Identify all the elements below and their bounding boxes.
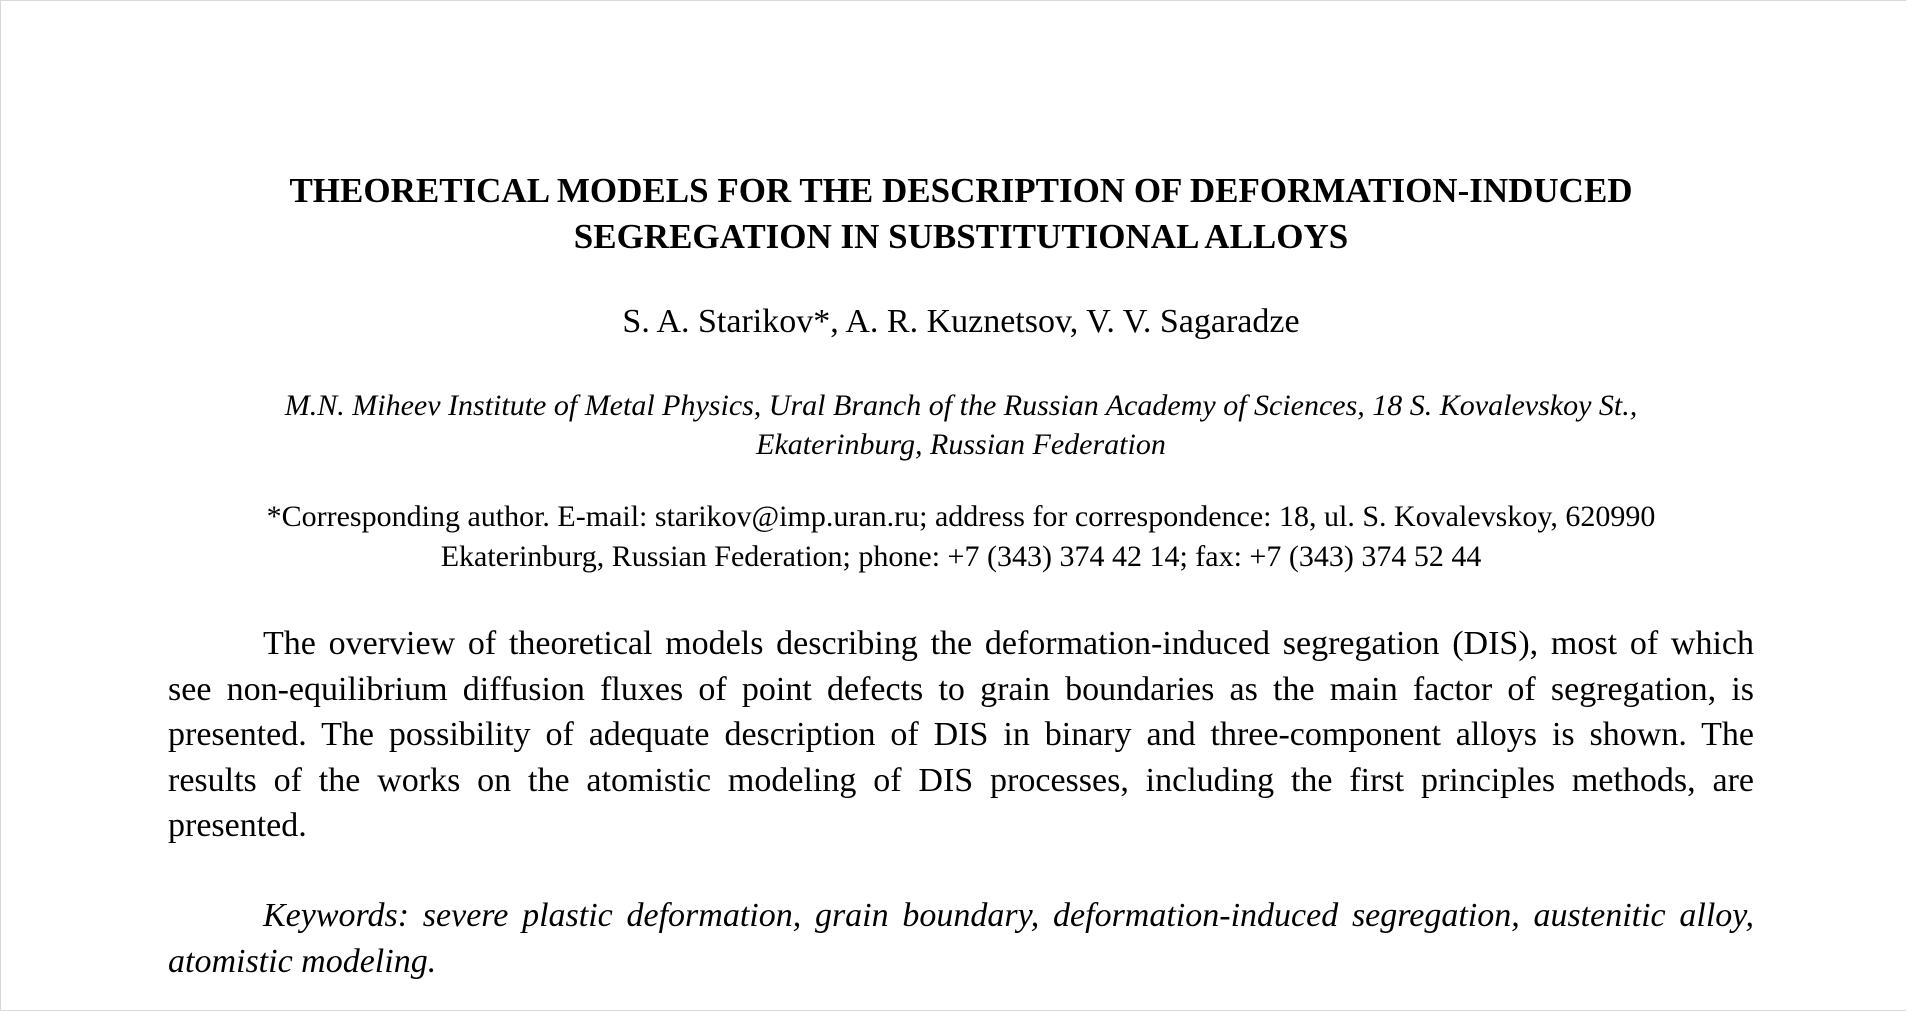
corresponding-line-1: *Corresponding author. E-mail: starikov@imp.uran.ru; address for correspondence: 18, ul. S. Kovalevskoy, 620990 [266,500,1656,533]
paper-title-line-1: THEORETICAL MODELS FOR THE DESCRIPTION OF DEFORMATION-INDUCED [289,171,1633,210]
paper-authors: S. A. Starikov*, A. R. Kuznetsov, V. V. Sagaradze [622,303,1300,340]
scrollbar[interactable] [1906,0,1920,1011]
affiliation-line-2: Ekaterinburg, Russian Federation [756,428,1166,461]
paper-title [168,168,1754,260]
corresponding-line-2: Ekaterinburg, Russian Federation; phone: +7 (343) 374 42 14; fax: +7 (343) 374 52 44 [440,540,1482,573]
paper-affiliation [168,386,1754,464]
corresponding-author-note [168,497,1754,577]
paper-keywords: Keywords: severe plastic deformation, grain boundary, deformation-induced segregation, austenitic alloy, atomistic modeling. [168,897,1754,980]
affiliation-line-1: M.N. Miheev Institute of Metal Physics, Ural Branch of the Russian Academy of Sciences, 18 S. Kovalevskoy St., [284,389,1638,422]
paper-abstract: The overview of theoretical models describing the deformation-induced segregation (DIS), most of which see non-equilibrium diffusion fluxes of point defects to grain boundaries as the main factor of segregation, is presented. The possibility of adequate description of DIS in binary and three-component alloys is shown. The results of the works on the atomistic modeling of DIS processes, including the first principles methods, are presented. [168,625,1754,844]
paper-title-line-2: SEGREGATION IN SUBSTITUTIONAL ALLOYS [573,217,1349,256]
